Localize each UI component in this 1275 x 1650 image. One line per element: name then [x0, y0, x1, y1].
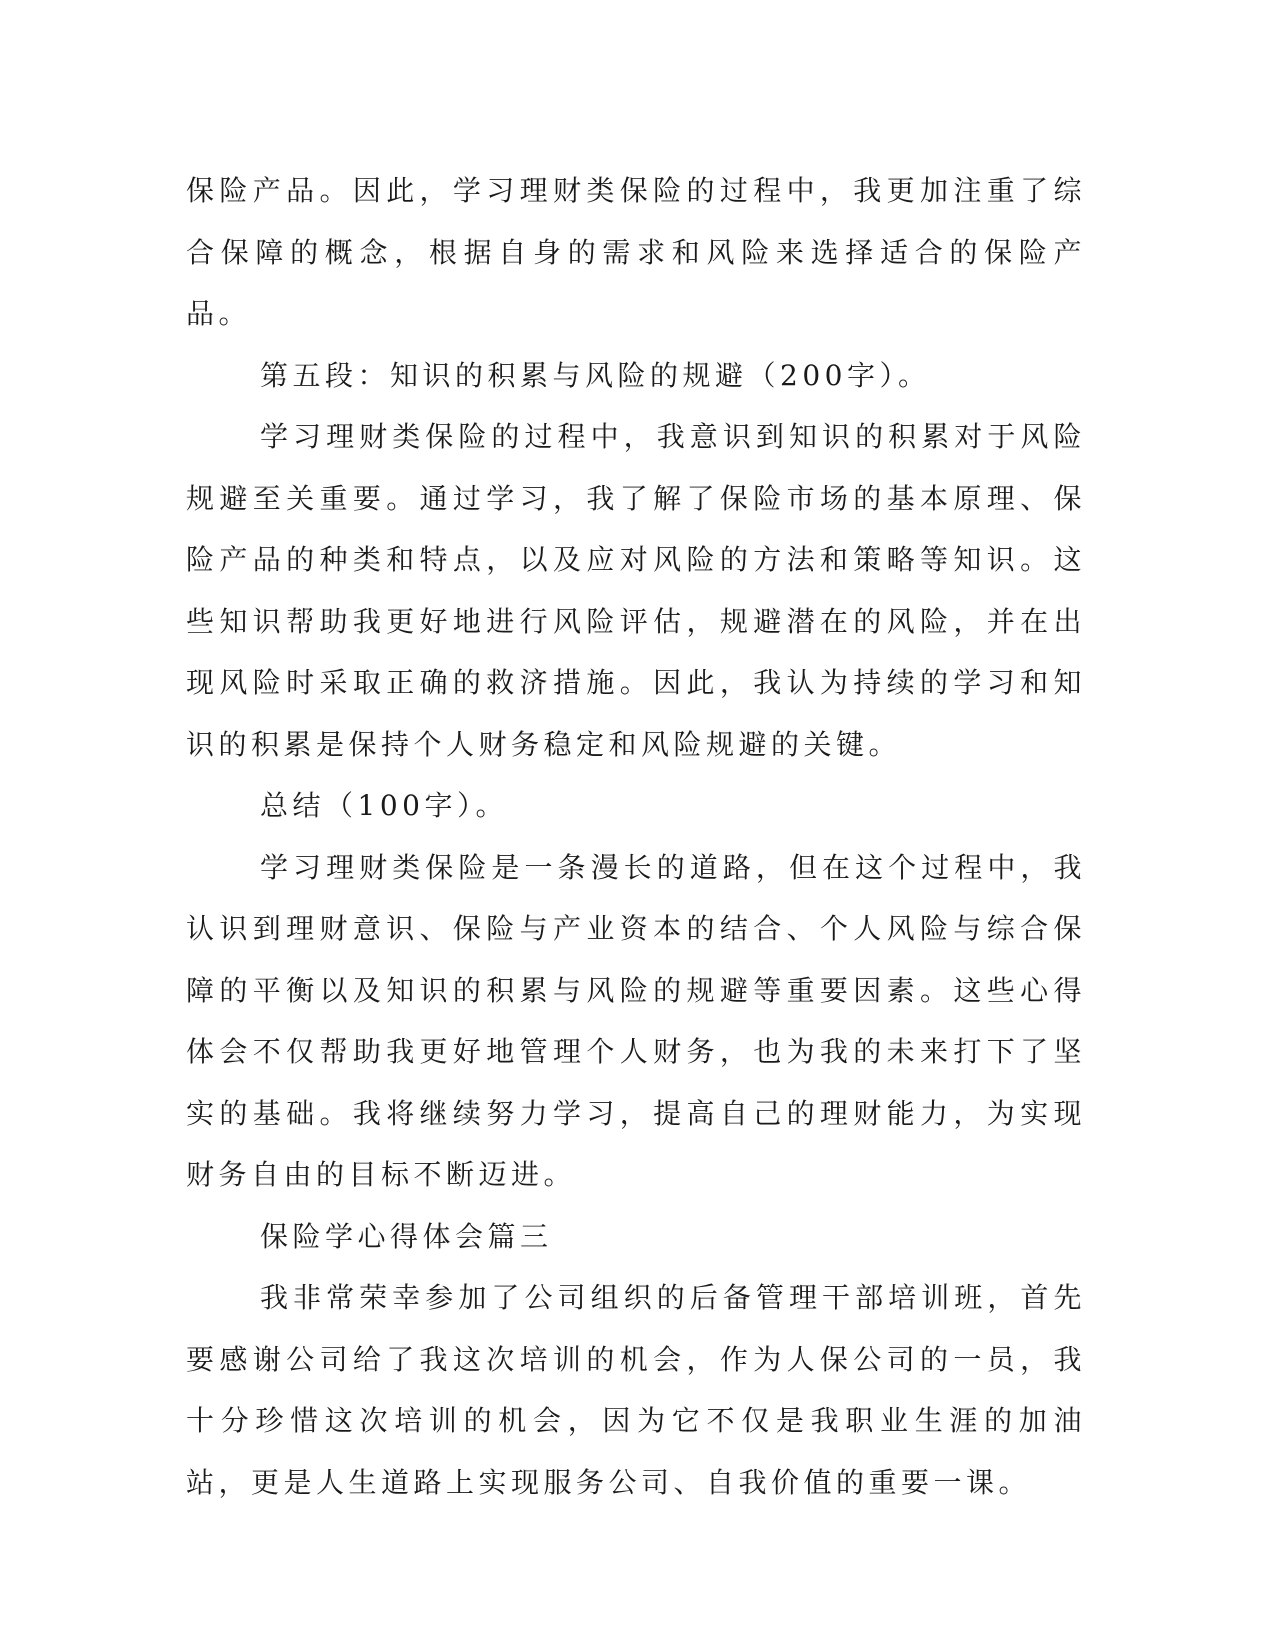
section-heading-article-three: 保险学心得体会篇三: [260, 1219, 553, 1253]
document-page: [186, 160, 1086, 1513]
section-heading-summary: 总结（100字）。: [260, 789, 508, 822]
section-heading-part-five: 第五段：知识的积累与风险的规避（200字）。: [260, 358, 931, 392]
paragraph-continuation: 保险产品。因此，学习理财类保险的过程中，我更加注重了综合保障的概念，根据自身的需求和风险来选择适合的保险产品。: [186, 174, 1086, 330]
paragraph-part-five-body: 学习理财类保险的过程中，我意识到知识的积累对于风险规避至关重要。通过学习，我了解了保险市场的基本原理、保险产品的种类和特点，以及应对风险的方法和策略等知识。这些知识帮助我更好地进行风险评估，规避潜在的风险，并在出现风险时采取正确的救济措施。因此，我认为持续的学习和知识的积累是保持个人财务稳定和风险规避的关键。: [186, 420, 1086, 761]
paragraph-article-three-body: 我非常荣幸参加了公司组织的后备管理干部培训班，首先要感谢公司给了我这次培训的机会，作为人保公司的一员，我十分珍惜这次培训的机会，因为它不仅是我职业生涯的加油站，更是人生道路上实现服务公司、自我价值的重要一课。: [186, 1281, 1086, 1499]
paragraph-summary-body: 学习理财类保险是一条漫长的道路，但在这个过程中，我认识到理财意识、保险与产业资本的结合、个人风险与综合保障的平衡以及知识的积累与风险的规避等重要因素。这些心得体会不仅帮助我更好地管理个人财务，也为我的未来打下了坚实的基础。我将继续努力学习，提高自己的理财能力，为实现财务自由的目标不断迈进。: [186, 850, 1086, 1191]
